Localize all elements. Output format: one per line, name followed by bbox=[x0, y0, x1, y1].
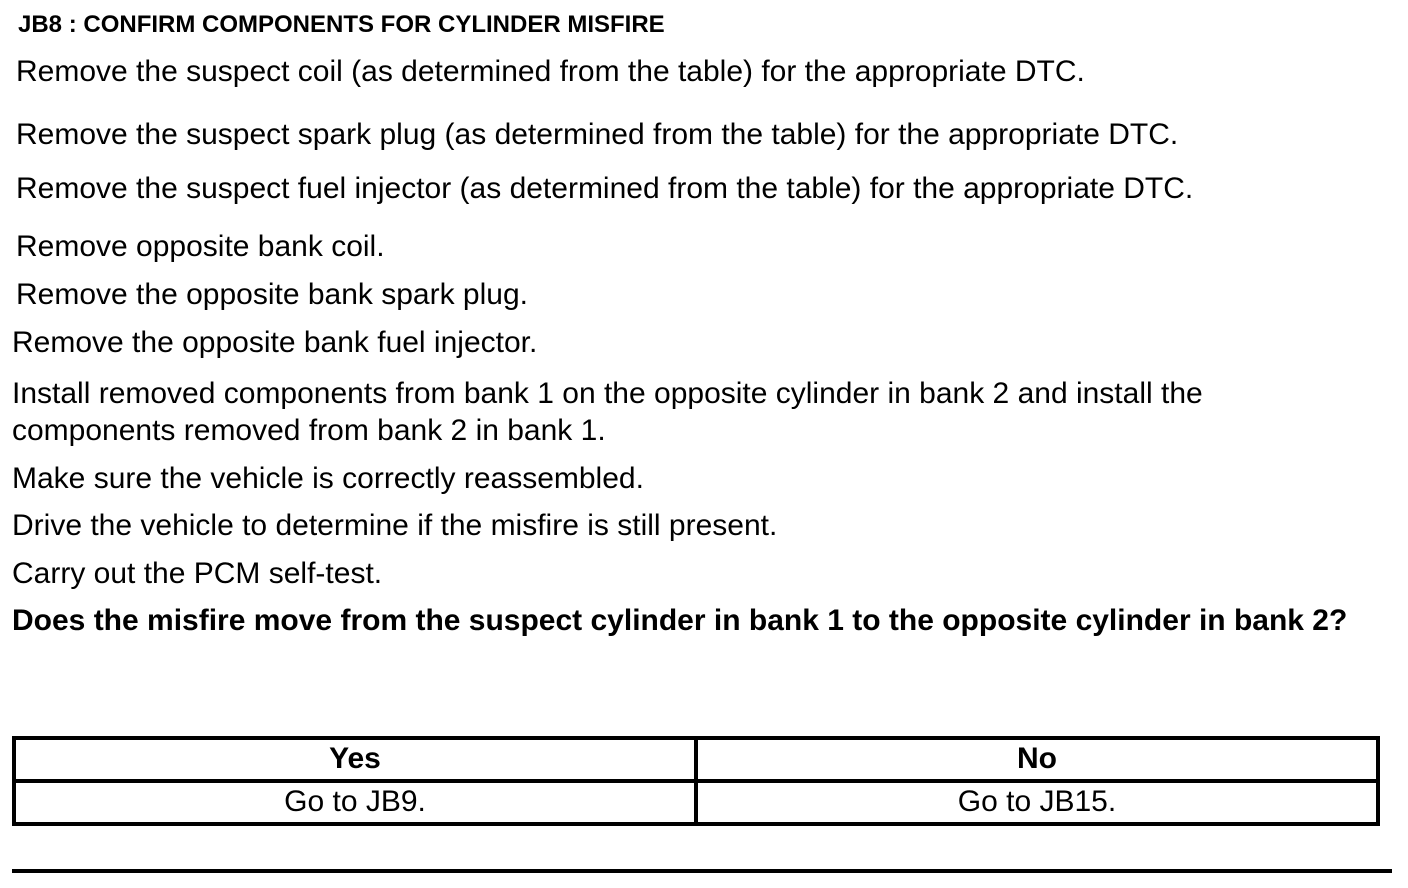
step-heading: JB8 : CONFIRM COMPONENTS FOR CYLINDER MISFIRE bbox=[18, 11, 665, 38]
bottom-divider bbox=[12, 869, 1392, 873]
step-pcm-self-test: Carry out the PCM self-test. bbox=[12, 557, 383, 590]
step-remove-suspect-spark-plug: Remove the suspect spark plug (as determined from the table) for the appropriate DTC. bbox=[16, 118, 1179, 151]
cell-no-action: Go to JB15. bbox=[696, 781, 1378, 824]
step-remove-opposite-spark-plug: Remove the opposite bank spark plug. bbox=[16, 278, 528, 311]
diagnostic-question: Does the misfire move from the suspect cylinder in bank 1 to the opposite cylinder in bank 2? bbox=[12, 604, 1348, 637]
result-table bbox=[12, 736, 1380, 826]
header-no: No bbox=[696, 738, 1378, 781]
step-remove-suspect-fuel-injector: Remove the suspect fuel injector (as determined from the table) for the appropriate DTC. bbox=[16, 172, 1194, 205]
step-remove-opposite-coil: Remove opposite bank coil. bbox=[16, 230, 385, 263]
step-swap-components: Install removed components from bank 1 on the opposite cylinder in bank 2 and install the components removed from bank 2 in bank 1. bbox=[12, 377, 1203, 447]
step-drive-vehicle: Drive the vehicle to determine if the misfire is still present. bbox=[12, 509, 778, 542]
table-row bbox=[14, 781, 1378, 824]
header-yes: Yes bbox=[14, 738, 696, 781]
cell-yes-action: Go to JB9. bbox=[14, 781, 696, 824]
step-remove-opposite-fuel-injector: Remove the opposite bank fuel injector. bbox=[12, 326, 538, 359]
step-remove-suspect-coil: Remove the suspect coil (as determined from the table) for the appropriate DTC. bbox=[16, 55, 1085, 88]
result-table-header-row bbox=[14, 738, 1378, 781]
step-check-reassembly: Make sure the vehicle is correctly reassembled. bbox=[12, 462, 644, 495]
